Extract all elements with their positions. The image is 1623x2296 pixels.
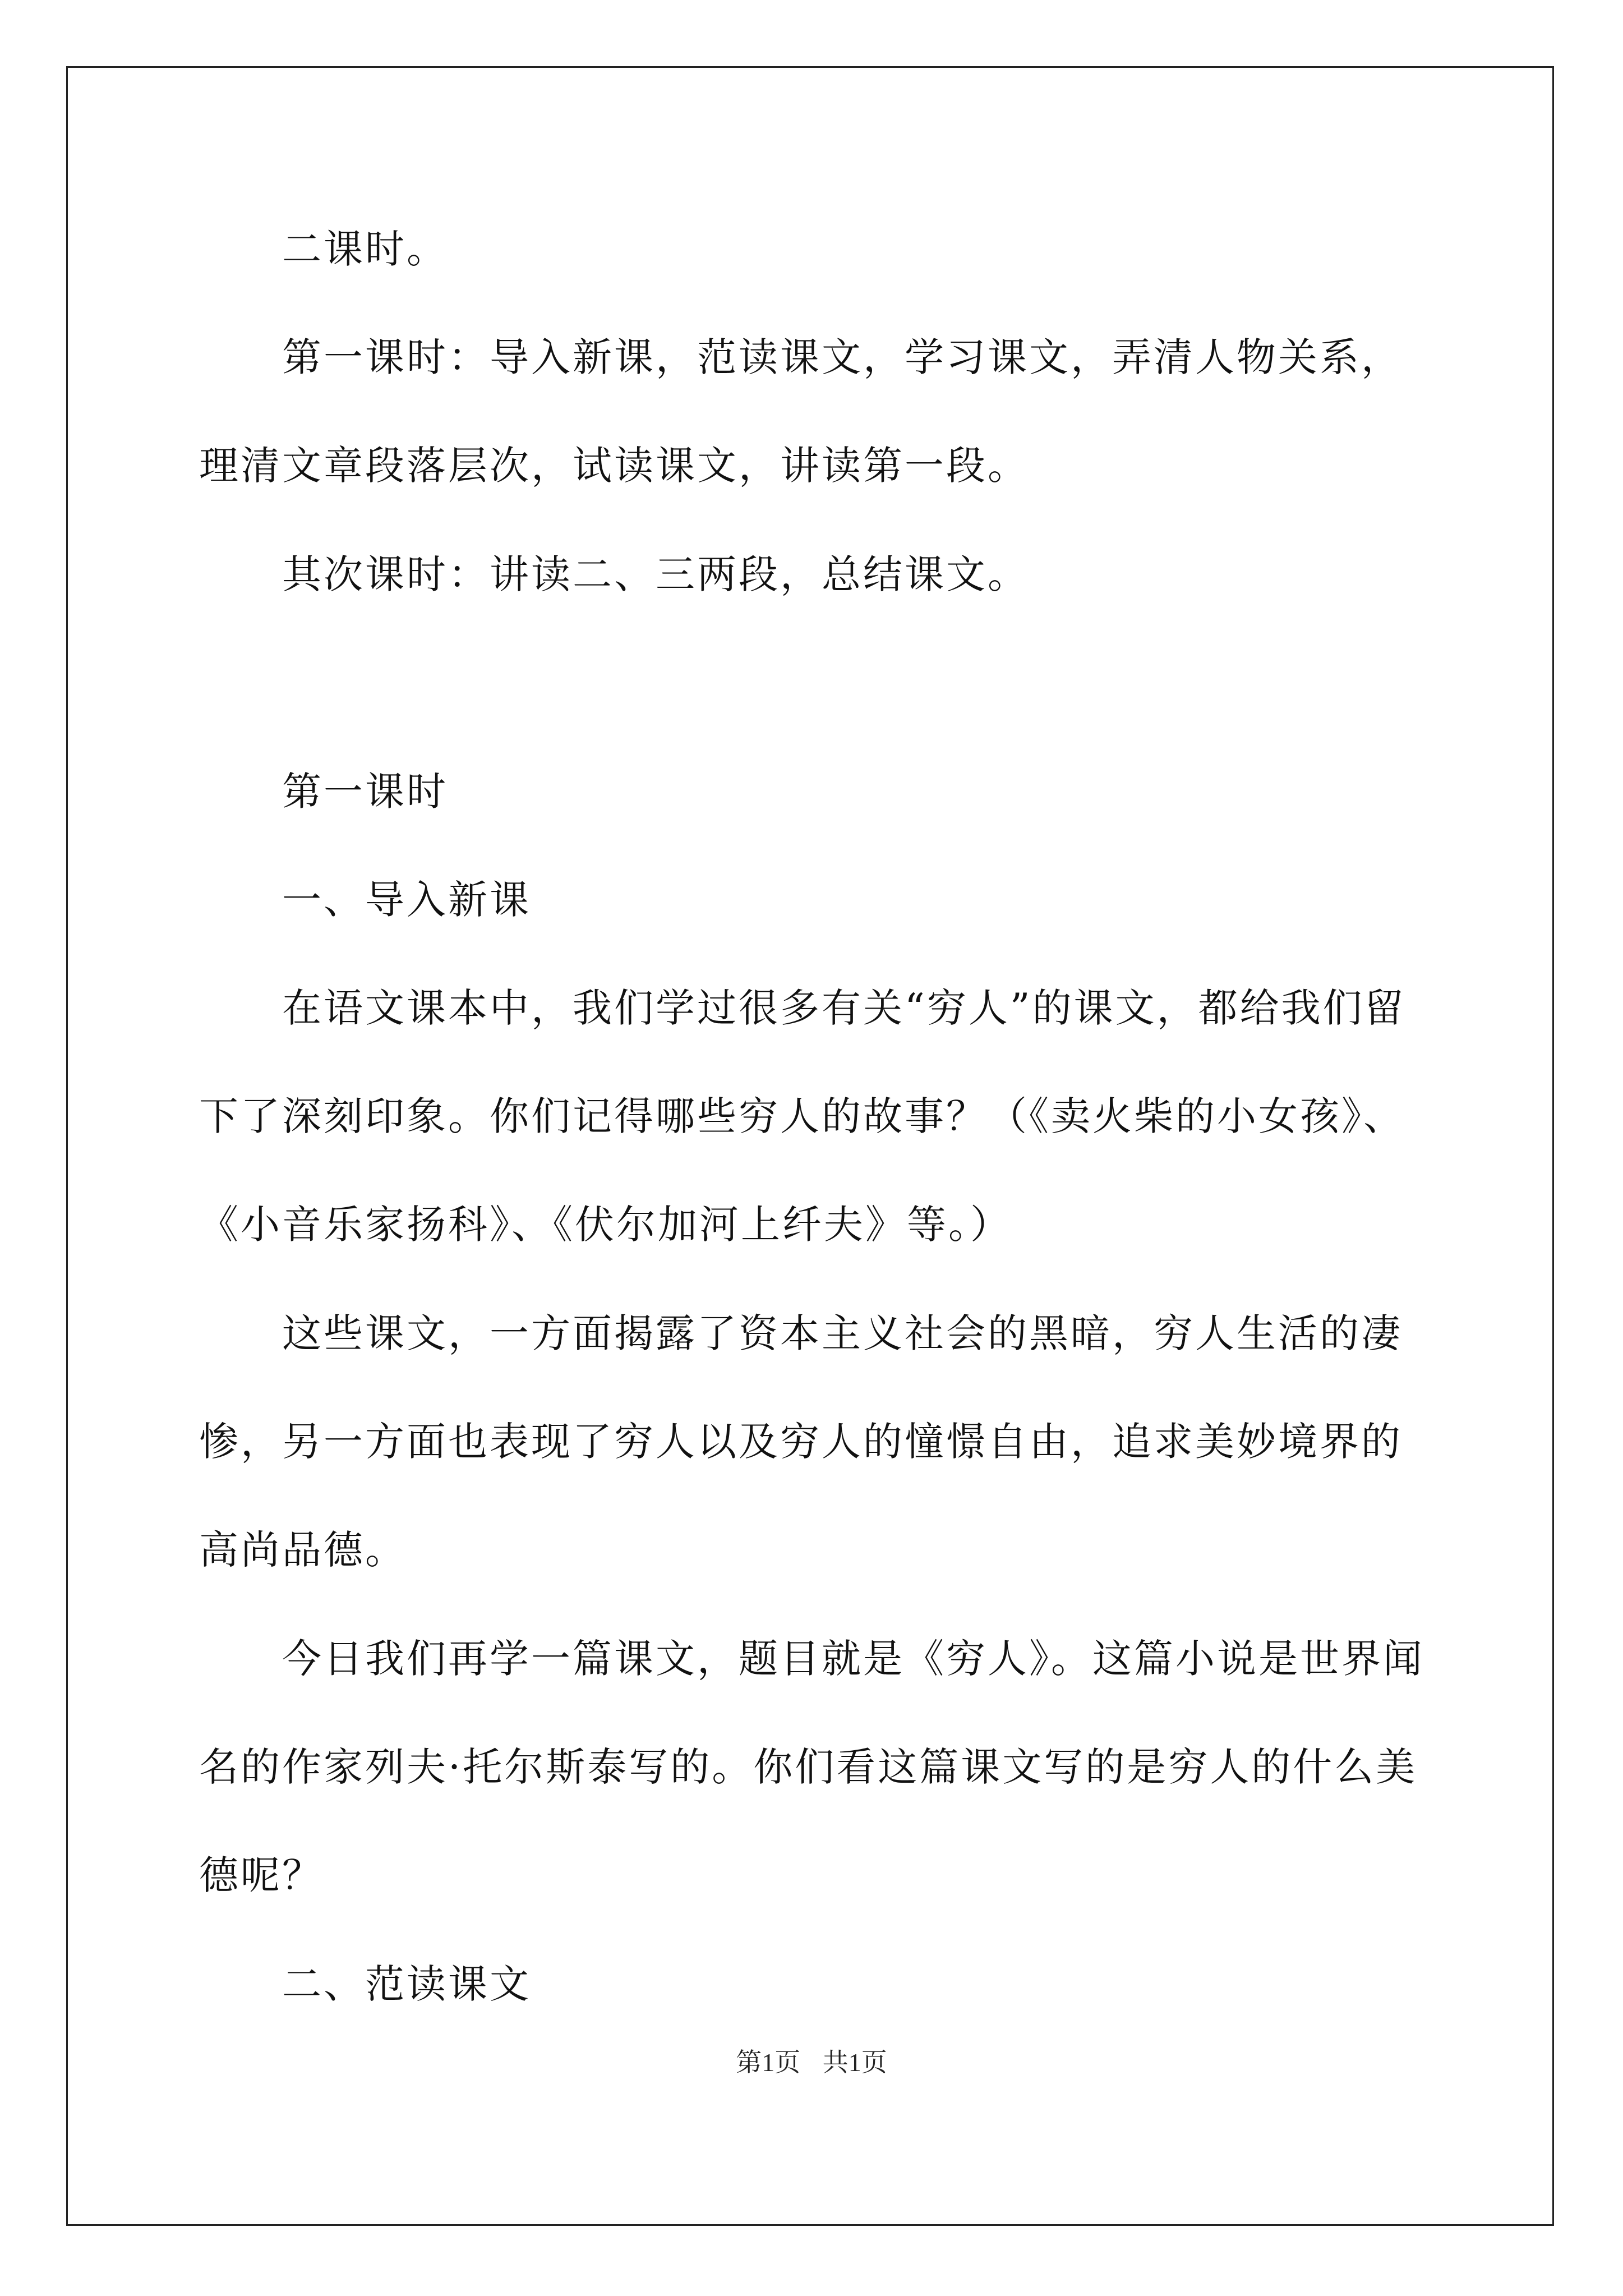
paragraph-today-lesson: 今日我们再学一篇课文，题目就是《穷人》。这篇小说是世界闻名的作家列夫·托尔斯泰写的。你们看这篇课文写的是穷人的什么美德呢？ [199, 1636, 1424, 1898]
page-number-total: 共1页 [822, 2048, 887, 2077]
paragraph-themes: 这些课文，一方面揭露了资本主义社会的黑暗，穷人生活的凄惨，另一方面也表现了穷人以及穷人的憧憬自由，追求美妙境界的高尚品德。 [199, 1310, 1403, 1573]
page-number-current: 第1页 [736, 2048, 801, 2077]
section-heading-model-reading: 二、范读课文 [282, 1961, 531, 2007]
paragraph-poor-people-stories: 在语文课本中，我们学过很多有关“穷人”的课文，都给我们留下了深刻印象。你们记得哪些穷人的故事？（《卖火柴的小女孩》、《小音乐家扬科》、《伏尔加河上纤夫》等。） [199, 985, 1406, 1248]
paragraph-lesson-two-plan: 其次课时：讲读二、三两段，总结课文。 [282, 551, 1029, 597]
section-heading-lesson-one: 第一课时 [282, 769, 448, 815]
section-heading-introduction: 一、导入新课 [282, 877, 531, 923]
paragraph-intro: 二课时。 [282, 226, 448, 272]
paragraph-lesson-one-plan: 第一课时：导入新课，范读课文，学习课文，弄清人物关系，理清文章段落层次，试读课文，讲读第一段。 [199, 334, 1403, 489]
page-footer [0, 2042, 1623, 2079]
